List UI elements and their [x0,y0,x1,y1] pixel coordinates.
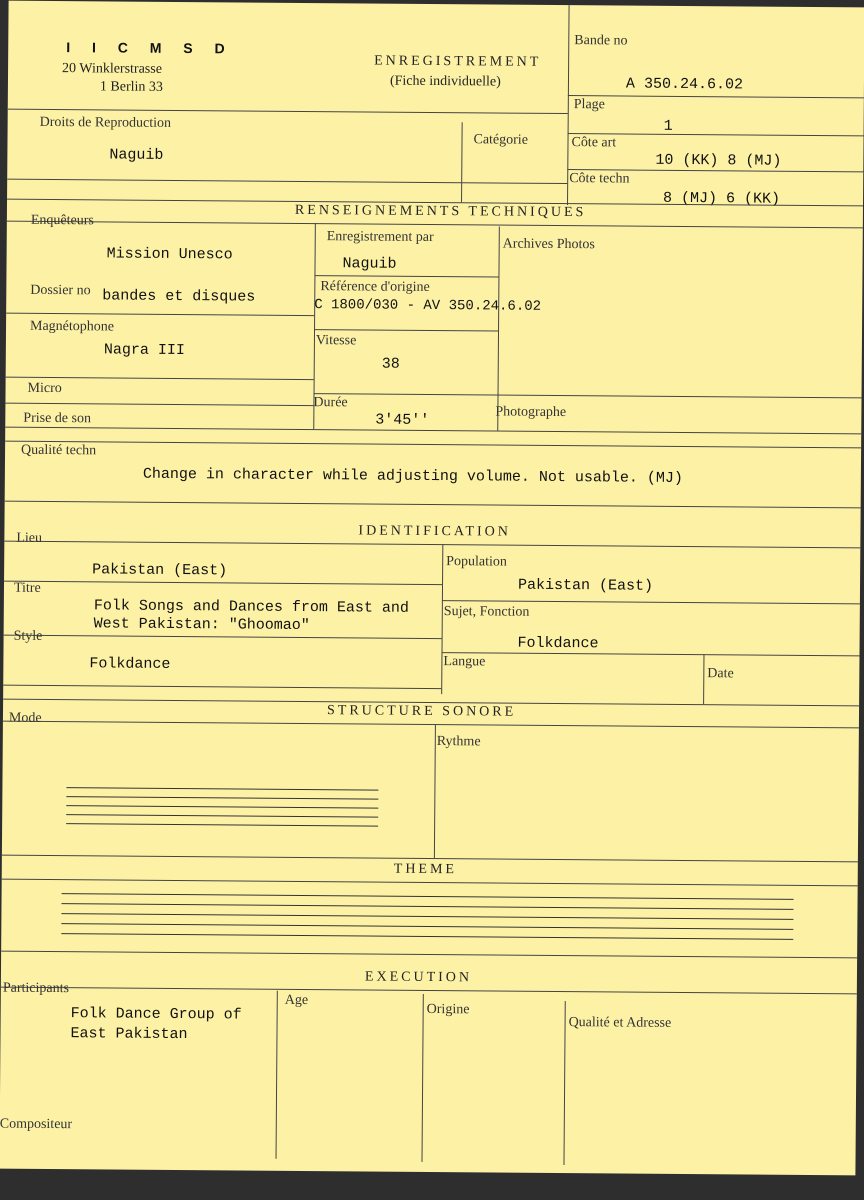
mode-staff [9,1,864,8]
droits-value: Naguib [109,146,164,164]
cote-art-label: Côte art [571,135,617,151]
rule [3,685,441,689]
org-address-line2: 1 Berlin 33 [99,79,163,95]
style-label: Style [13,628,43,644]
vitesse-label: Vitesse [315,333,357,349]
rule [314,329,498,331]
cote-art-value: 10 (KK) 8 (MJ) [655,151,782,170]
mode-label: Mode [8,710,42,726]
rule [7,221,864,229]
form-title: ENREGISTREMENT [374,53,542,70]
rule [8,109,568,114]
rule [434,724,436,858]
qualite-label: Qualité techn [21,442,97,459]
section-title-execution: EXECUTION [364,969,473,986]
rule [1,987,861,995]
origine-label: Origine [426,1001,470,1018]
titre-line1: Folk Songs and Dances from East and [93,597,409,617]
cote-techn-label: Côte techn [569,171,630,187]
section-title-identification: IDENTIFICATION [358,523,511,540]
rule [461,122,463,202]
section-title-structure: STRUCTURE SONORE [326,703,517,720]
categorie-label: Catégorie [473,132,529,148]
section-title-technical: RENSEIGNEMENTS TECHNIQUES [294,202,587,221]
enqueteurs-label: Enquêteurs [30,212,94,229]
magneto-value: Nagra III [103,341,185,360]
rule [4,541,864,549]
form-subtitle: (Fiche individuelle) [389,73,501,90]
recording-card [0,1,864,1176]
archives-label: Archives Photos [502,236,595,253]
micro-label: Micro [27,380,62,397]
rule [276,991,278,1159]
plage-label: Plage [573,97,605,113]
staff-line [62,903,794,910]
rule [2,879,862,887]
lieu-label: Lieu [16,530,43,546]
rule [314,275,498,277]
photographe-label: Photographe [495,404,567,421]
rule [3,721,863,729]
reference-value: C 1800/030 - AV 350.24.6.02 [314,297,542,315]
titre-label: Titre [13,580,41,596]
titre-line2: West Pakistan: "Ghoomao" [93,615,310,635]
rule [5,427,864,435]
date-label: Date [707,666,734,682]
rule [497,227,500,431]
staff-line [66,805,378,808]
staff-line [66,787,378,790]
bande-label: Bande no [574,33,628,49]
vitesse-value: 38 [381,355,400,373]
rythme-label: Rythme [436,734,481,750]
style-value: Folkdance [89,655,171,673]
rule [5,403,313,406]
compositeur-label: Compositeur [0,1116,73,1133]
staff-line [61,913,793,920]
staff-line [62,893,794,900]
duree-value: 3'45'' [375,411,430,429]
staff-line [66,796,378,799]
sujet-value: Folkdance [517,634,599,653]
plage-value: 1 [663,117,673,135]
population-label: Population [446,554,507,570]
rule [703,654,704,704]
bande-value: A 350.24.6.02 [625,75,744,94]
reference-label: Référence d'origine [320,279,430,295]
rule [4,635,442,639]
rule [421,994,423,1162]
staff-line [66,814,378,817]
rule [1,951,861,959]
sujet-label: Sujet, Fonction [443,604,530,620]
qualite-value: Change in character while adjusting volume. Not usable. (MJ) [142,465,684,487]
staff-line [61,933,793,940]
droits-label: Droits de Reproduction [39,114,172,131]
participants-line1: Folk Dance Group of [70,1005,242,1024]
org-logo: I I C M S D [66,39,234,57]
staff-line [61,923,793,930]
participants-line2: East Pakistan [70,1025,188,1044]
lieu-value: Pakistan (East) [92,561,228,580]
enqueteurs-value: Mission Unesco [106,245,233,264]
staff-line [66,823,378,826]
enreg-par-value: Naguib [342,255,397,273]
rule [5,441,864,449]
prise-label: Prise de son [23,410,92,427]
langue-label: Langue [443,654,486,670]
rule [6,377,314,380]
rule [6,313,314,316]
population-value: Pakistan (East) [517,576,654,595]
dossier-value: bandes et disques [102,287,256,306]
org-address-line1: 20 Winklerstrasse [62,61,163,77]
theme-staff [9,1,864,8]
cote-techn-value: 8 (MJ) 6 (KK) [663,189,781,208]
rule [7,179,567,184]
section-title-theme: THEME [393,861,458,878]
qualite-adresse-label: Qualité et Adresse [568,1015,672,1031]
rule [5,501,864,509]
enreg-par-label: Enregistrement par [326,229,434,246]
age-label: Age [284,992,309,1009]
rule [441,652,863,656]
participants-label: Participants [2,980,70,997]
rule [4,581,442,585]
dossier-label: Dossier no [30,282,91,299]
rule [568,95,864,98]
magneto-label: Magnétophone [29,318,115,335]
rule [563,1001,565,1165]
duree-label: Durée [313,395,348,411]
rule [314,393,864,398]
